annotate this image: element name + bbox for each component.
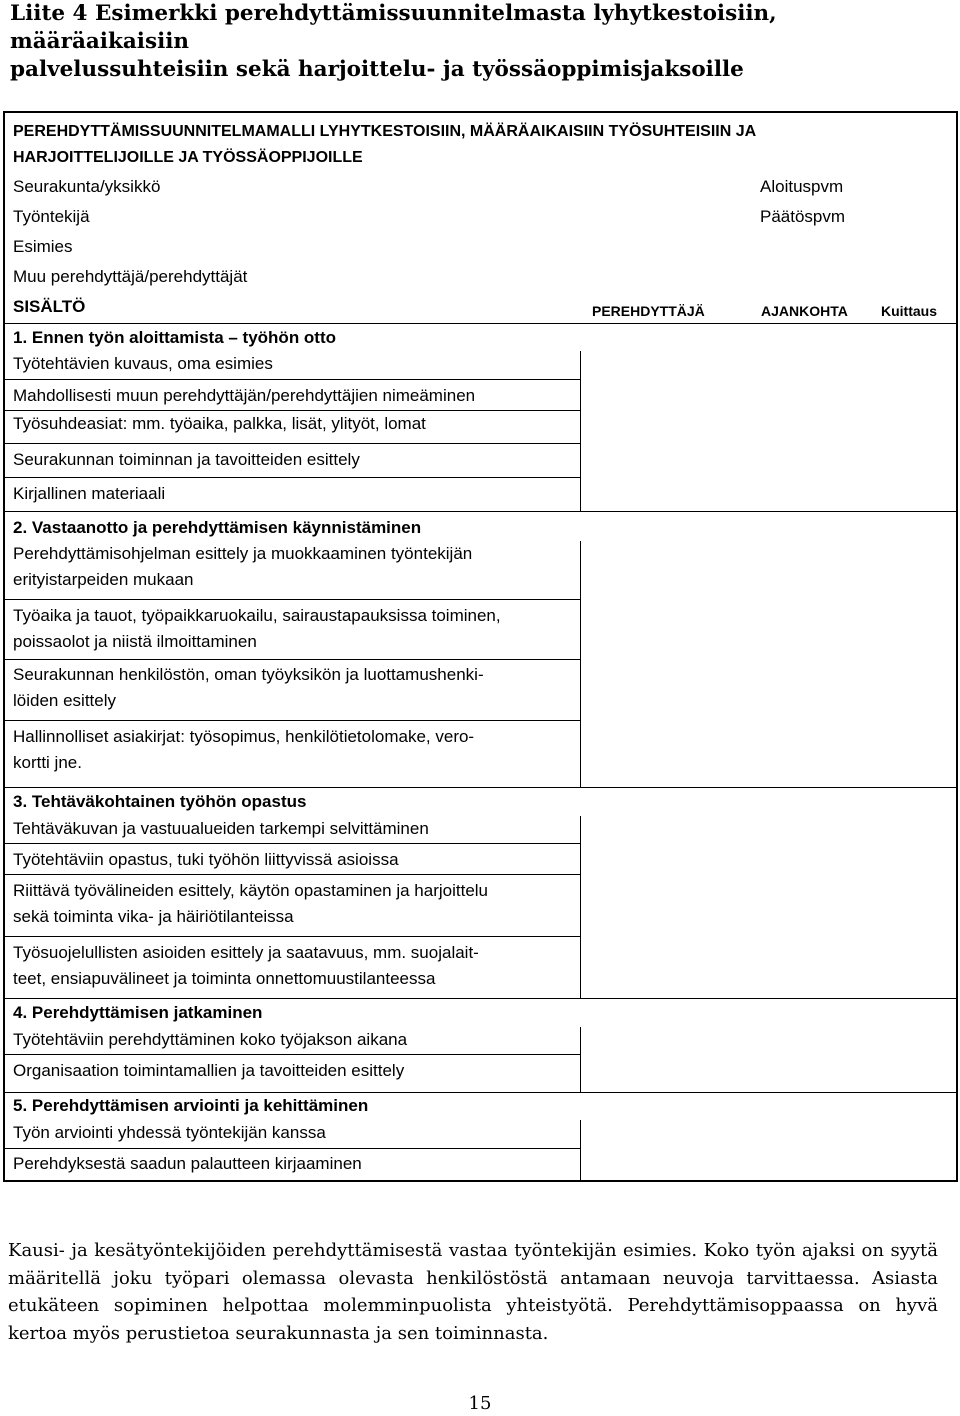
page-number: 15 bbox=[468, 1393, 492, 1414]
section-2-item-2-line-2: poissaolot ja niistä ilmoittaminen bbox=[13, 632, 257, 651]
column-mentor: PEREHDYTTÄJÄ bbox=[592, 303, 705, 319]
row-divider bbox=[5, 443, 580, 444]
row-divider bbox=[5, 599, 580, 600]
page-heading bbox=[10, 0, 950, 84]
employee-field-label: Työntekijä bbox=[13, 207, 90, 226]
column-ack: Kuittaus bbox=[881, 303, 937, 319]
section-1-item-1: Työtehtävien kuvaus, oma esimies bbox=[13, 354, 273, 373]
row-divider bbox=[5, 843, 580, 844]
section-5-item-2: Perehdyksestä saadun palautteen kirjaaminen bbox=[13, 1154, 362, 1173]
section-2-item-3-line-2: löiden esittely bbox=[13, 691, 117, 710]
start-date-label: Aloituspvm bbox=[760, 177, 844, 196]
row-divider bbox=[5, 874, 580, 875]
section-3-title: 3. Tehtäväkohtainen työhön opastus bbox=[13, 792, 307, 811]
column-divider bbox=[580, 1027, 581, 1092]
section-2-item-4-line-2: kortti jne. bbox=[13, 753, 82, 772]
section-2-item-3-line-1: Seurakunnan henkilöstön, oman työyksikön ja luottamushenki- bbox=[13, 665, 484, 684]
section-3-item-4-line-2: teet, ensiapuvälineet ja toiminta onnettomuustilanteessa bbox=[13, 969, 436, 988]
row-divider bbox=[5, 936, 580, 937]
section-2-item-1-line-2: erityistarpeiden mukaan bbox=[13, 570, 194, 589]
row-divider bbox=[5, 787, 956, 788]
section-1-item-3: Työsuhdeasiat: mm. työaika, palkka, lisät, ylityöt, lomat bbox=[13, 414, 426, 433]
section-3-item-3-line-2: sekä toiminta vika- ja häiriötilanteissa bbox=[13, 907, 294, 926]
orientation-plan-form bbox=[3, 111, 958, 1182]
column-timing: AJANKOHTA bbox=[761, 303, 848, 319]
unit-field-label: Seurakunta/yksikkö bbox=[13, 177, 161, 196]
section-3-item-4-line-1: Työsuojelullisten asioiden esittely ja saatavuus, mm. suojalait- bbox=[13, 943, 479, 962]
section-2-title: 2. Vastaanotto ja perehdyttämisen käynnistäminen bbox=[13, 518, 422, 537]
section-1-item-4: Seurakunnan toiminnan ja tavoitteiden esittely bbox=[13, 450, 360, 469]
footnote-paragraph: Kausi- ja kesätyöntekijöiden perehdyttämisestä vastaa työntekijän esimies. Koko työn ajaksi on syytä määritellä joku työpari olemassa olevasta henkilöstöstä antamaan neuvoja tarvittaessa. Asiasta etukäteen sopiminen helpottaa molemminpuolista yhteistyötä. Perehdyttämisoppaassa on hyvä kertoa myös perustietoa seurakunnasta ja sen toiminnasta. bbox=[8, 1240, 938, 1344]
section-5-title: 5. Perehdyttämisen arviointi ja kehittäminen bbox=[13, 1096, 369, 1115]
row-divider bbox=[5, 998, 956, 999]
row-divider bbox=[5, 659, 580, 660]
section-3-item-2: Työtehtäviin opastus, tuki työhön liittyvissä asioissa bbox=[13, 850, 399, 869]
column-divider bbox=[580, 351, 581, 511]
section-4-item-1: Työtehtäviin perehdyttäminen koko työjakson aikana bbox=[13, 1030, 408, 1049]
section-1-title: 1. Ennen työn aloittamista – työhön otto bbox=[13, 328, 337, 347]
row-divider bbox=[5, 323, 956, 324]
column-divider bbox=[580, 1120, 581, 1180]
section-5-item-1: Työn arviointi yhdessä työntekijän kanssa bbox=[13, 1123, 326, 1142]
section-2-item-2-line-1: Työaika ja tauot, työpaikkaruokailu, sairaustapauksissa toiminen, bbox=[13, 606, 501, 625]
section-1-item-5: Kirjallinen materiaali bbox=[13, 484, 166, 503]
row-divider bbox=[5, 379, 580, 380]
section-4-item-2: Organisaation toimintamallien ja tavoitteiden esittely bbox=[13, 1061, 405, 1080]
heading-line-1: Liite 4 Esimerkki perehdyttämissuunnitelmasta lyhytkestoisiin, määräaikaisiin bbox=[10, 1, 777, 54]
section-3-item-1: Tehtäväkuvan ja vastuualueiden tarkempi selvittäminen bbox=[13, 819, 429, 838]
end-date-label: Päätöspvm bbox=[760, 207, 846, 226]
row-divider bbox=[5, 720, 580, 721]
heading-line-2: palvelussuhteisiin sekä harjoittelu- ja työssäoppimisjaksoille bbox=[10, 57, 744, 82]
section-4-title: 4. Perehdyttämisen jatkaminen bbox=[13, 1003, 263, 1022]
row-divider bbox=[5, 1054, 580, 1055]
column-divider bbox=[580, 541, 581, 787]
row-divider bbox=[5, 511, 956, 512]
column-divider bbox=[580, 816, 581, 998]
row-divider bbox=[5, 1148, 580, 1149]
section-1-item-2: Mahdollisesti muun perehdyttäjän/perehdyttäjien nimeäminen bbox=[13, 386, 476, 405]
section-2-item-4-line-1: Hallinnolliset asiakirjat: työsopimus, henkilötietolomake, vero- bbox=[13, 727, 475, 746]
column-content: SISÄLTÖ bbox=[13, 297, 86, 316]
form-title-line-1: PEREHDYTTÄMISSUUNNITELMAMALLI LYHYTKESTOISIIN, MÄÄRÄAIKAISIIN TYÖSUHTEISIIN JA bbox=[13, 123, 757, 140]
row-divider bbox=[5, 477, 580, 478]
section-3-item-3-line-1: Riittävä työvälineiden esittely, käytön opastaminen ja harjoittelu bbox=[13, 881, 489, 900]
other-mentor-field-label: Muu perehdyttäjä/perehdyttäjät bbox=[13, 267, 248, 286]
supervisor-field-label: Esimies bbox=[13, 237, 73, 256]
form-title-line-2: HARJOITTELIJOILLE JA TYÖSSÄOPPIJOILLE bbox=[13, 149, 363, 166]
section-2-item-1-line-1: Perehdyttämisohjelman esittely ja muokkaaminen työntekijän bbox=[13, 544, 473, 563]
